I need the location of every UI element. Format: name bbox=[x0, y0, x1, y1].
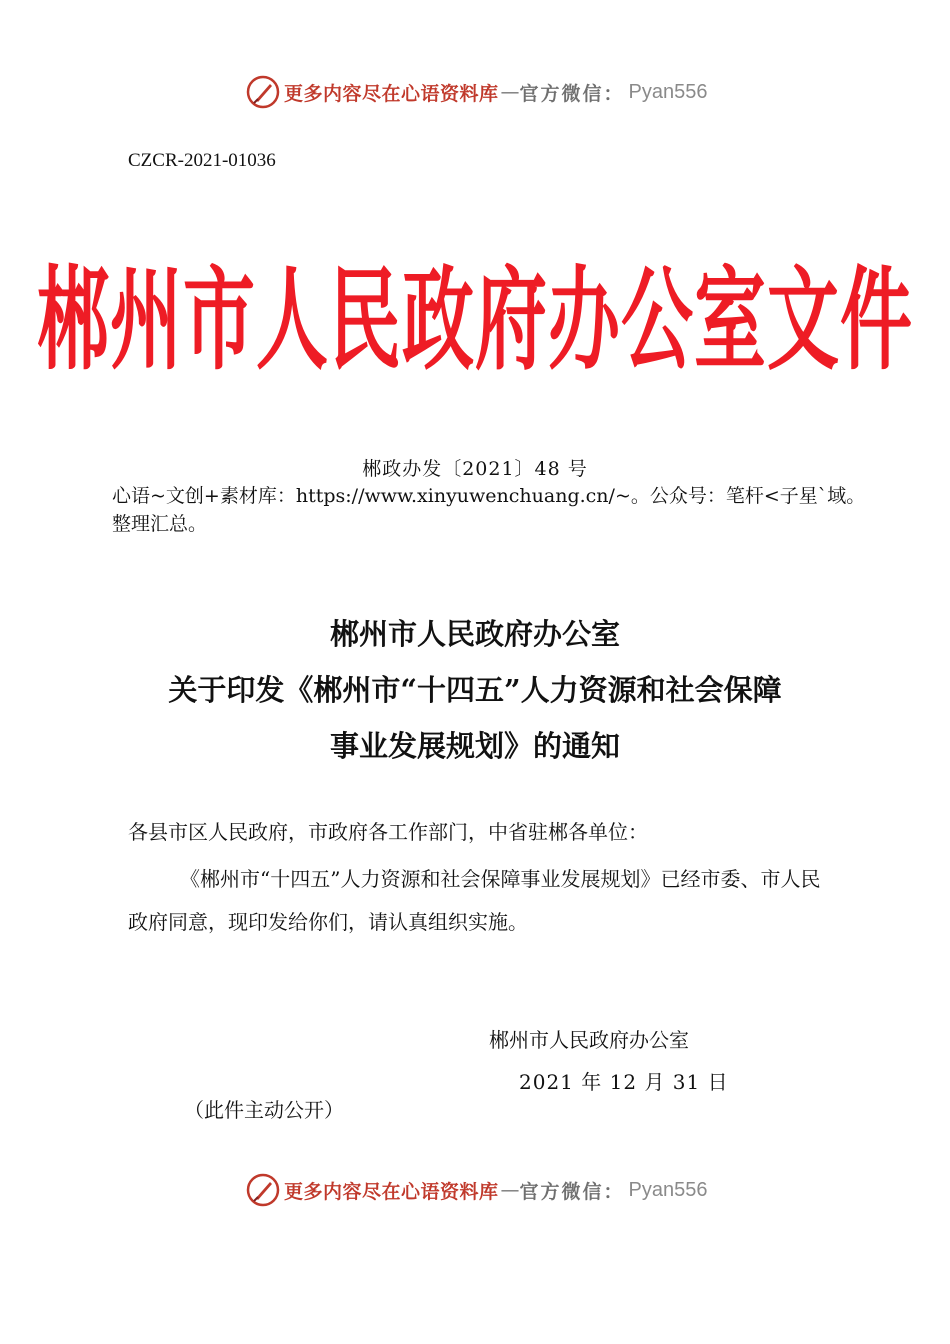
quill-pen-seal-icon bbox=[246, 1173, 280, 1207]
notice-title-line-1: 郴州市人民政府办公室 bbox=[329, 617, 620, 651]
banner-main-text: 更多内容尽在心语资料库 bbox=[284, 1180, 499, 1203]
banner-wechat-label: 官方微信： bbox=[519, 82, 625, 105]
banner-main-text: 更多内容尽在心语资料库 bbox=[284, 82, 499, 105]
banner-wechat-label: 官方微信： bbox=[519, 1180, 625, 1203]
banner-wechat-id: Pyan556 bbox=[628, 80, 708, 103]
document-code: CZCR-2021-01036 bbox=[128, 150, 276, 171]
signature-date: 2021 年 12 月 31 日 bbox=[519, 1070, 729, 1094]
salutation: 各县市区人民政府，市政府各工作部门，中省驻郴各单位： bbox=[128, 820, 648, 844]
public-disclosure-note: （此件主动公开） bbox=[184, 1098, 344, 1122]
document-number: 郴政办发〔2021〕48 号 bbox=[362, 458, 588, 480]
footer-banner bbox=[246, 1172, 746, 1208]
banner-separator: — bbox=[500, 1179, 520, 1201]
banner-separator: — bbox=[500, 81, 520, 103]
body-paragraph: 《郴州市“十四五”人力资源和社会保障事业发展规划》已经市委、市人民政府同意，现印发给你们，请认真组织实施。 bbox=[128, 867, 821, 934]
signature-organization: 郴州市人民政府办公室 bbox=[489, 1028, 689, 1052]
quill-pen-seal-icon bbox=[246, 75, 280, 109]
notice-title-line-2: 关于印发《郴州市“十四五”人力资源和社会保障 bbox=[168, 673, 782, 707]
watermark-note: 心语~文创+素材库：https://www.xinyuwenchuang.cn/~。公众号：笔杆<子星`域。整理汇总。 bbox=[112, 485, 866, 535]
header-banner bbox=[246, 74, 746, 110]
notice-title-line-3: 事业发展规划》的通知 bbox=[329, 729, 620, 763]
banner-wechat-id: Pyan556 bbox=[628, 1178, 708, 1201]
masthead-title: 郴州市人民政府办公室文件 bbox=[36, 254, 913, 385]
